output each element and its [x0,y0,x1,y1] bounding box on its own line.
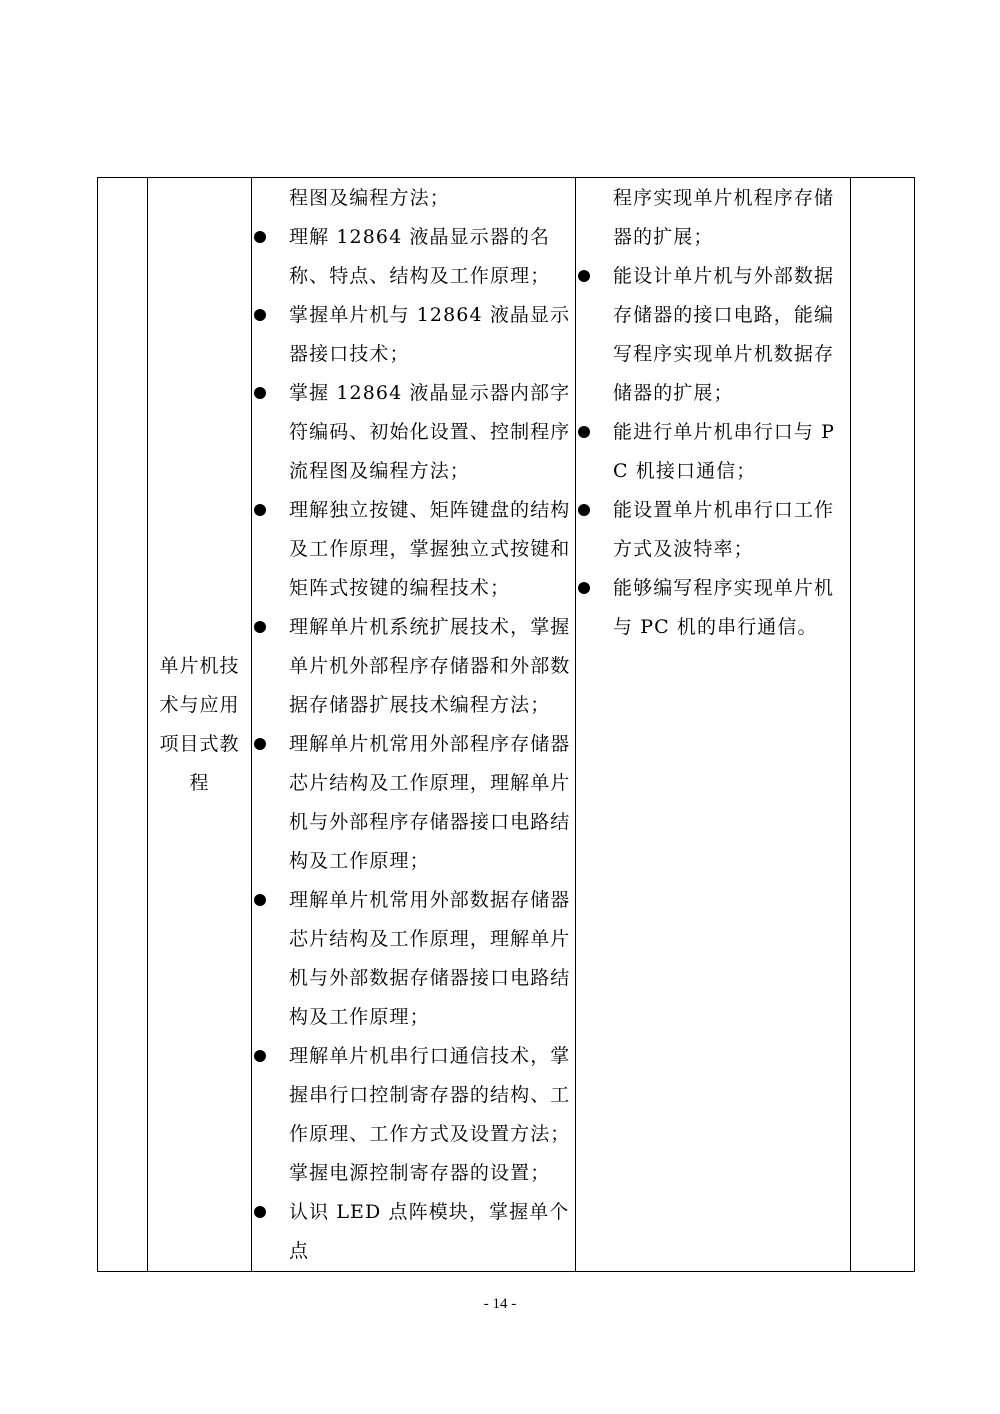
bullet-icon [254,309,266,321]
list-item [576,569,850,647]
list-item-text: 掌握单片机与 12864 液晶显示器接口技术； [289,304,571,365]
list-item-text: 理解单片机常用外部数据存储器芯片结构及工作原理，理解单片机与外部数据存储器接口电路结构及工作原理； [289,889,571,1028]
bullet-icon [254,1050,266,1062]
bullet-icon [254,894,266,906]
curriculum-table [97,177,915,1272]
remarks-cell [851,178,915,1272]
list-item [252,608,575,725]
bullet-icon [254,621,266,633]
bullet-icon [578,504,590,516]
list-item [252,491,575,608]
list-item-text: 程序实现单片机程序存储器的扩展； [613,187,835,248]
list-item [576,413,850,491]
skill-requirements-cell [576,178,851,1272]
list-item-text: 能进行单片机串行口与 PC 机接口通信； [613,421,836,482]
course-name-cell [148,178,252,1272]
list-item-text: 理解单片机串行口通信技术，掌握串行口控制寄存器的结构、工作原理、工作方式及设置方法；掌握电源控制寄存器的设置； [289,1045,571,1184]
skill-list [576,178,850,647]
list-item [576,179,850,257]
list-item-text: 能够编写程序实现单片机与 PC 机的串行通信。 [613,577,835,638]
list-item-text: 理解单片机系统扩展技术，掌握单片机外部程序存储器和外部数据存储器扩展技术编程方法； [289,616,571,716]
list-item-text: 掌握 12864 液晶显示器内部字符编码、初始化设置、控制程序流程图及编程方法； [289,382,571,482]
bullet-icon [254,504,266,516]
list-item [252,296,575,374]
bullet-icon [254,387,266,399]
bullet-icon [578,270,590,282]
bullet-icon [254,1206,266,1218]
list-item-text: 能设置单片机串行口工作方式及波特率； [613,499,835,560]
bullet-icon [254,738,266,750]
knowledge-requirements-cell [252,178,576,1272]
bullet-icon [254,231,266,243]
list-item [252,1037,575,1193]
course-name: 单片机技术与应用项目式教程 [159,654,240,794]
list-item [252,218,575,296]
index-cell [98,178,148,1272]
bullet-icon [578,582,590,594]
list-item-text: 理解 12864 液晶显示器的名称、特点、结构及工作原理； [289,226,551,287]
table-row [98,178,915,1272]
list-item-text: 程图及编程方法； [289,187,450,209]
list-item [252,881,575,1037]
knowledge-list [252,178,575,1271]
page-number: - 14 - [483,1296,517,1312]
list-item-text: 能设计单片机与外部数据存储器的接口电路，能编写程序实现单片机数据存储器的扩展； [613,265,835,404]
list-item [252,725,575,881]
list-item [252,374,575,491]
bullet-icon [578,426,590,438]
list-item-text: 理解独立按键、矩阵键盘的结构及工作原理，掌握独立式按键和矩阵式按键的编程技术； [289,499,571,599]
list-item [576,257,850,413]
list-item [252,1193,575,1271]
list-item [576,491,850,569]
list-item-text: 理解单片机常用外部程序存储器芯片结构及工作原理，理解单片机与外部程序存储器接口电路结构及工作原理； [289,733,571,872]
list-item-text: 认识 LED 点阵模块，掌握单个点 [289,1201,570,1262]
list-item [252,179,575,218]
